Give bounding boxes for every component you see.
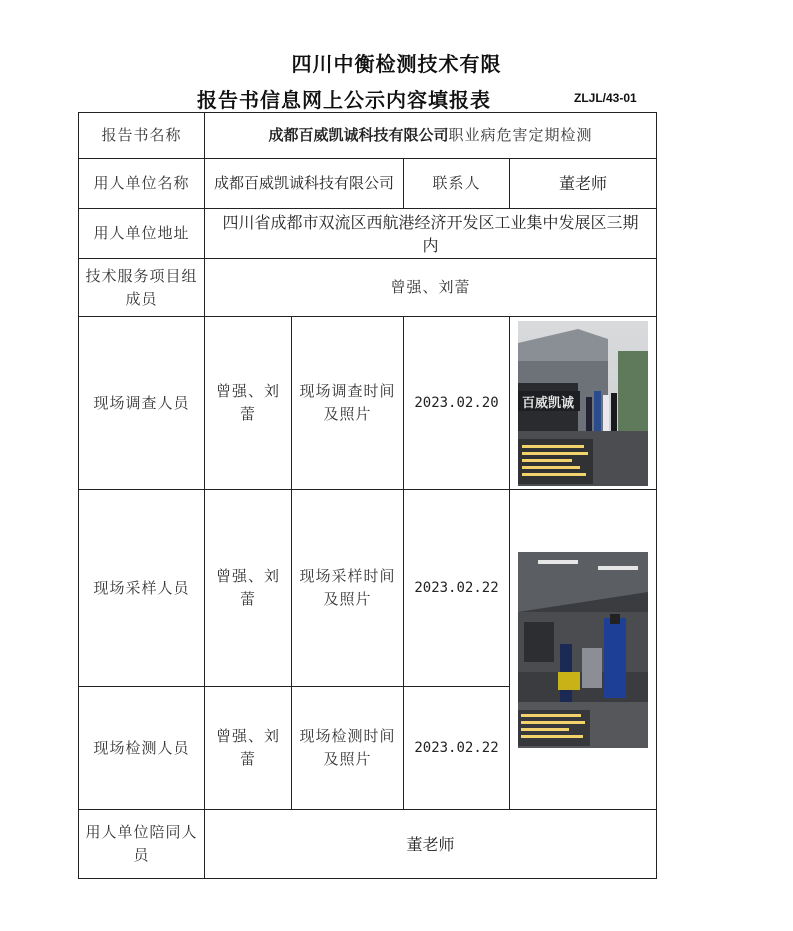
survey-label: 现场调查人员 <box>79 317 205 490</box>
row-survey <box>79 317 657 490</box>
sampling-photo-cell <box>510 490 657 810</box>
testing-date: 2023.02.22 <box>404 687 510 810</box>
testing-persons: 曾强、刘蕾 <box>205 687 292 810</box>
sampling-time-label: 现场采样时间及照片 <box>292 490 404 687</box>
report-name-value <box>205 113 657 159</box>
address-value: 四川省成都市双流区西航港经济开发区工业集中发展区三期内 <box>205 209 657 259</box>
testing-label: 现场检测人员 <box>79 687 205 810</box>
contact-label: 联系人 <box>404 159 510 209</box>
survey-photo-cell <box>510 317 657 490</box>
row-report-name <box>79 113 657 159</box>
contact-value: 董老师 <box>510 159 657 209</box>
accompany-value: 董老师 <box>205 810 657 879</box>
employer-value: 成都百威凯诚科技有限公司 <box>205 159 404 209</box>
report-name-label: 报告书名称 <box>79 113 205 159</box>
document-number: ZLJL/43-01 <box>574 91 637 105</box>
company-title: 四川中衡检测技术有限 <box>291 52 502 76</box>
sampling-label: 现场采样人员 <box>79 490 205 687</box>
team-label: 技术服务项目组成员 <box>79 259 205 317</box>
employer-label: 用人单位名称 <box>79 159 205 209</box>
team-value: 曾强、刘蕾 <box>205 259 657 317</box>
row-employer <box>79 159 657 209</box>
testing-time-label: 现场检测时间及照片 <box>292 687 404 810</box>
report-info-table <box>78 112 657 879</box>
report-name-company: 成都百威凯诚科技有限公司 <box>268 126 449 144</box>
sampling-photo <box>518 552 648 748</box>
survey-photo-sign: 百威凯诚 <box>522 395 575 411</box>
report-name-suffix: 职业病危害定期检测 <box>448 126 593 144</box>
address-label: 用人单位地址 <box>79 209 205 259</box>
sampling-date: 2023.02.22 <box>404 490 510 687</box>
row-sampling <box>79 490 657 687</box>
survey-time-label: 现场调查时间及照片 <box>292 317 404 490</box>
survey-date: 2023.02.20 <box>404 317 510 490</box>
row-address <box>79 209 657 259</box>
survey-photo <box>518 321 648 486</box>
form-title: 报告书信息网上公示内容填报表 <box>197 88 491 112</box>
row-team <box>79 259 657 317</box>
sampling-persons: 曾强、刘蕾 <box>205 490 292 687</box>
accompany-label: 用人单位陪同人员 <box>79 810 205 879</box>
row-accompany <box>79 810 657 879</box>
survey-persons: 曾强、刘蕾 <box>205 317 292 490</box>
